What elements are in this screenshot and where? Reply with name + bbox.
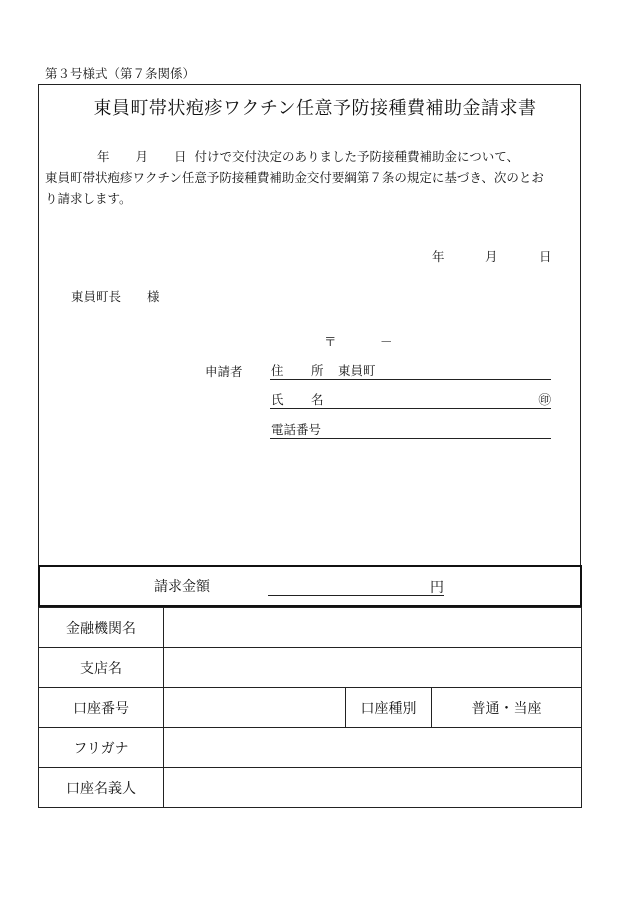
intro-line-2: 東員町帯状疱疹ワクチン任意予防接種費補助金交付要綱第７条の規定に基づき、次のとお <box>45 170 544 185</box>
address-field[interactable] <box>270 361 551 380</box>
furigana-label: フリガナ <box>39 728 164 768</box>
intro-paragraph <box>45 146 575 209</box>
account-number-input[interactable] <box>164 688 346 728</box>
intro-date-month: 月 <box>135 149 149 164</box>
account-number-label: 口座番号 <box>39 688 164 728</box>
seal-mark: ㊞ <box>538 392 551 407</box>
table-row <box>39 768 582 808</box>
intro-date-year: 年 <box>97 149 110 164</box>
account-type-options[interactable]: 普通・当座 <box>432 688 582 728</box>
intro-date-day: 日 <box>174 149 187 164</box>
form-number: 第３号様式（第７条関係） <box>45 66 196 81</box>
intro-line-3: り請求します。 <box>45 191 132 206</box>
name-label-1: 氏 <box>271 392 284 407</box>
filing-date-month: 月 <box>485 249 498 264</box>
bank-table <box>38 607 582 808</box>
address-label-1: 住 <box>271 363 284 378</box>
address-value: 東員町 <box>338 363 376 378</box>
filing-date-day: 日 <box>539 249 552 264</box>
addressee-honorific: 様 <box>147 289 160 304</box>
applicant-label: 申請者 <box>205 364 243 379</box>
table-row <box>39 728 582 768</box>
addressee-name: 東員町長 <box>71 289 122 304</box>
intro-line-1 <box>45 146 575 167</box>
intro-line-1-text: 付けで交付決定のありました予防接種費補助金について、 <box>194 149 520 164</box>
amount-label: 請求金額 <box>154 579 210 595</box>
account-type-label: 口座種別 <box>346 688 432 728</box>
phone-field[interactable] <box>270 420 551 439</box>
table-row <box>39 688 582 728</box>
amount-field[interactable] <box>268 577 444 596</box>
phone-label: 電話番号 <box>271 422 322 437</box>
furigana-input[interactable] <box>164 728 582 768</box>
name-field[interactable] <box>270 390 551 409</box>
address-label-2: 所 <box>311 363 324 378</box>
name-label-2: 名 <box>311 392 324 407</box>
holder-input[interactable] <box>164 768 582 808</box>
institution-input[interactable] <box>164 608 582 648</box>
form-title: 東員町帯状疱疹ワクチン任意予防接種費補助金請求書 <box>93 98 537 119</box>
filing-date-year: 年 <box>432 249 445 264</box>
table-row <box>39 648 582 688</box>
postal-mark: 〒 <box>324 334 337 349</box>
table-row <box>39 608 582 648</box>
addressee <box>71 287 160 305</box>
branch-input[interactable] <box>164 648 582 688</box>
postal-dash: － <box>380 334 393 349</box>
holder-label: 口座名義人 <box>39 768 164 808</box>
amount-unit: 円 <box>430 580 444 596</box>
branch-label: 支店名 <box>39 648 164 688</box>
institution-label: 金融機関名 <box>39 608 164 648</box>
